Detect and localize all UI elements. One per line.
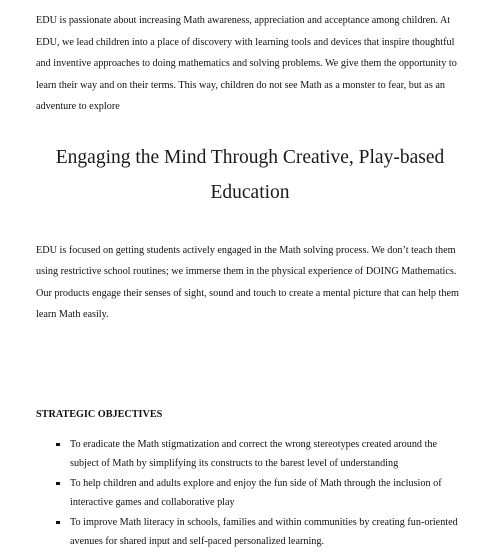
square-bullet-icon (56, 482, 60, 486)
square-bullet-icon (56, 521, 60, 525)
objective-text: To help children and adults explore and enjoy the fun side of Math through the inclusion of interactive games and collaborative play (70, 477, 442, 508)
square-bullet-icon (56, 443, 60, 447)
list-item (58, 435, 464, 474)
list-item (58, 513, 464, 552)
objectives-title: STRATEGIC OBJECTIVES (36, 408, 163, 420)
objective-text: To improve Math literacy in schools, families and within communities by creating fun-oriented avenues for shared input and self-paced personalized learning. (70, 516, 458, 547)
section-heading: Engaging the Mind Through Creative, Play-based Education (55, 146, 445, 203)
intro-paragraph: EDU is passionate about increasing Math awareness, appreciation and acceptance among children. At EDU, we lead children into a place of discovery with learning tools and devices that inspire thoughtful and inventive approaches to doing mathematics and solving problems. We give them the opportunity to learn their way and on their terms. This way, children do not see Math as a monster to fear, but as an adventure to explore (36, 15, 457, 112)
objectives-list (36, 435, 464, 552)
objective-text: To eradicate the Math stigmatization and correct the wrong stereotypes created around the subject of Math by simplifying its constructs to the barest level of understanding (70, 438, 438, 469)
list-item (58, 474, 464, 513)
section-paragraph: EDU is focused on getting students actively engaged in the Math solving process. We don’t teach them using restrictive school routines; we immerse them in the physical experience of DOING Mathematics. Our products engage their senses of sight, sound and touch to create a mental picture that can help them learn Math easily. (36, 244, 459, 320)
